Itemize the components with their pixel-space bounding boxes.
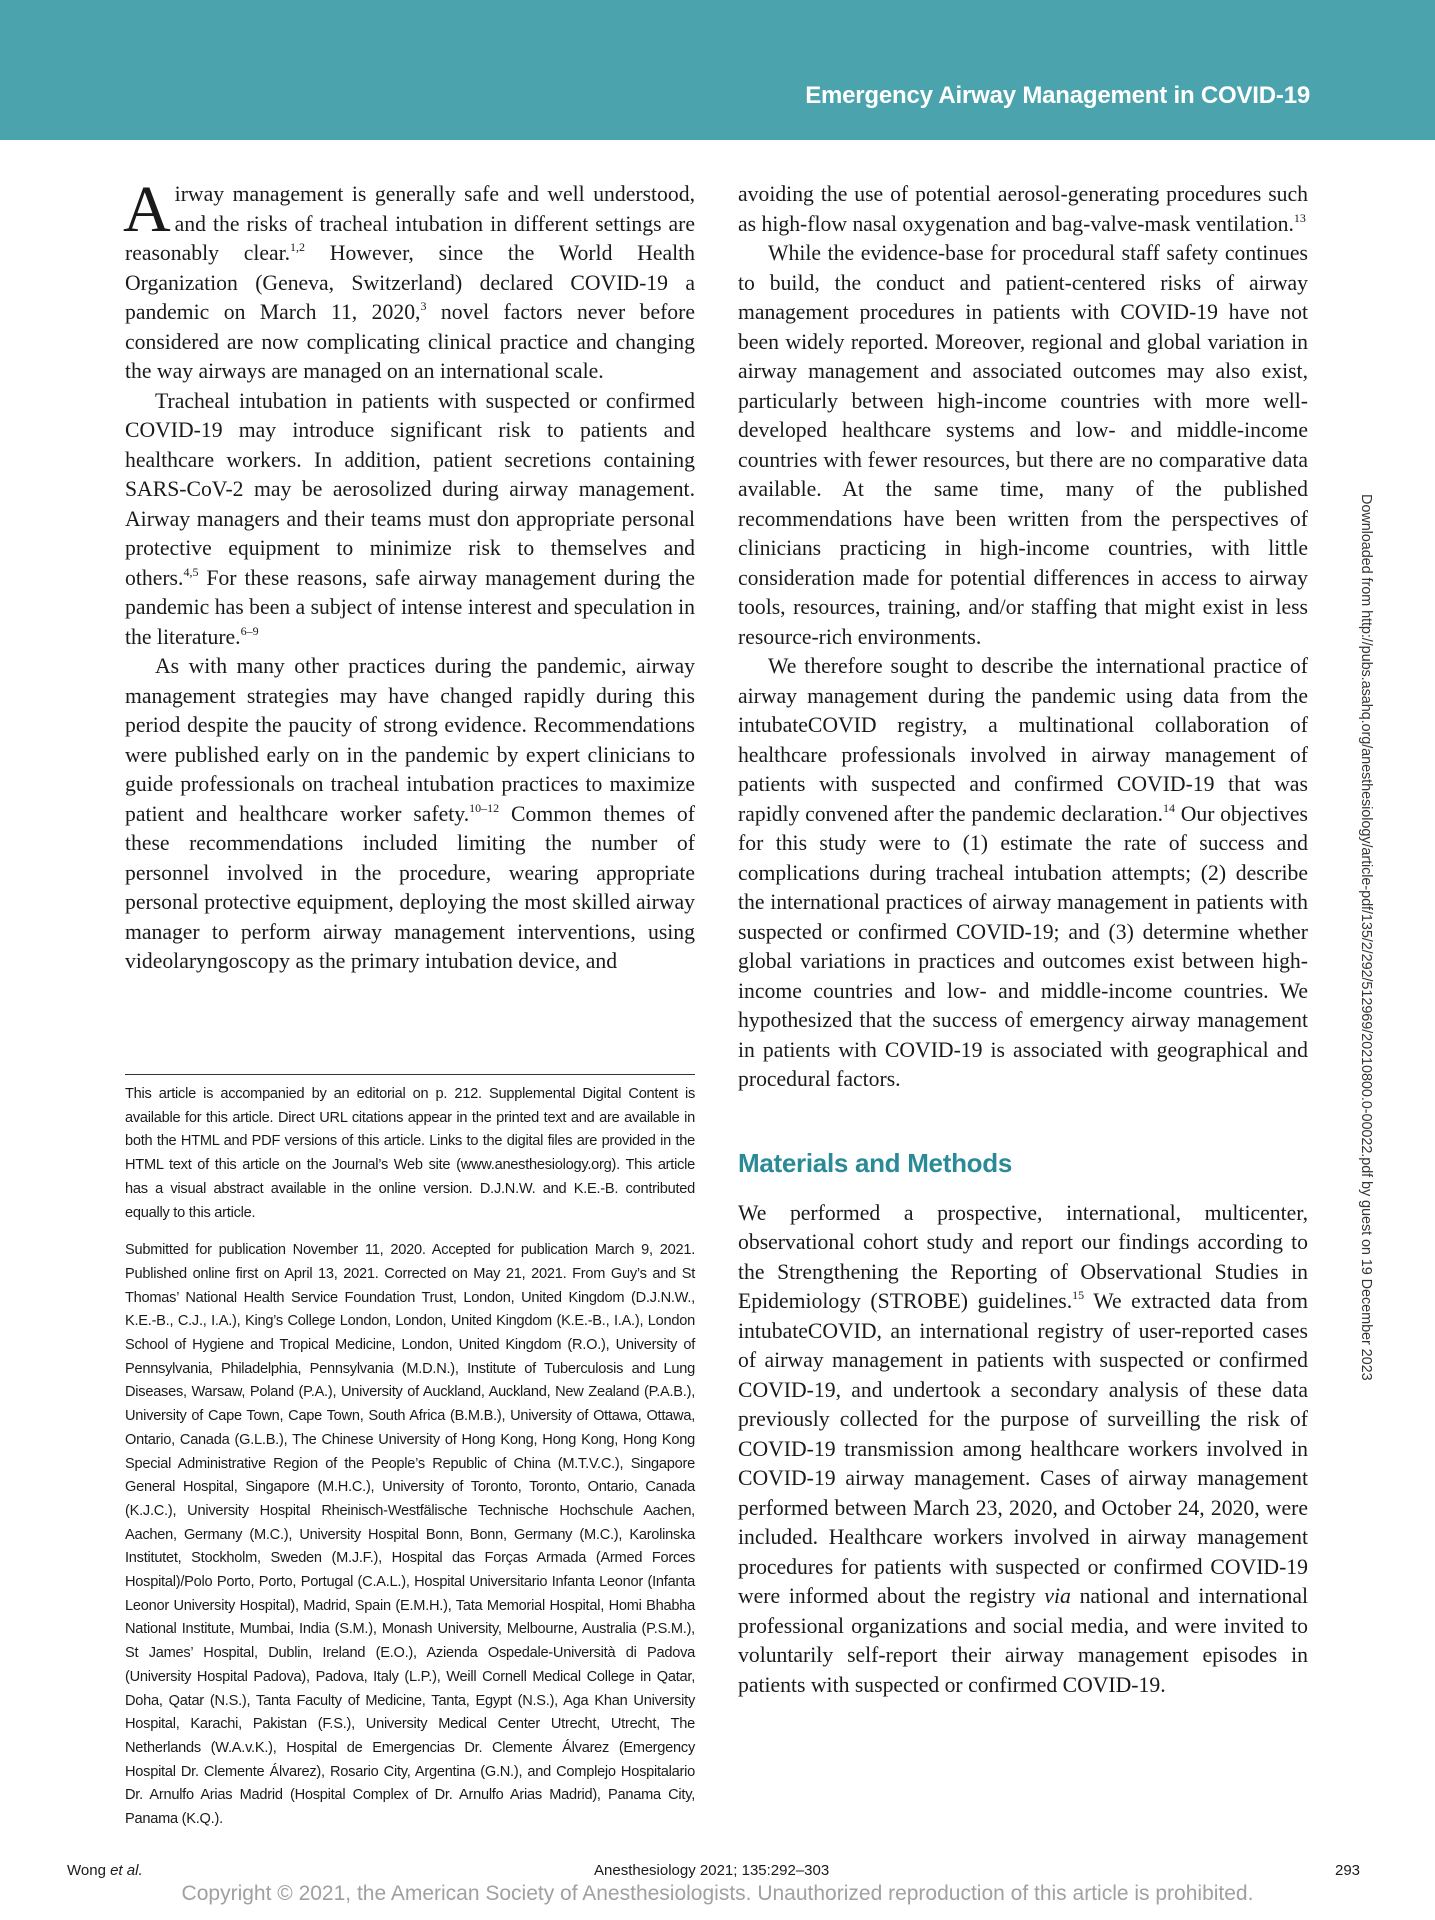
citation-ref: 1,2 bbox=[290, 240, 306, 254]
paragraph: We therefore sought to describe the international practice of airway management during the pandemic using data from the intubateCOVID registry, a multinational collaboration of healthcare professionals involved in airway management of patients with suspected and confirmed COVID-19 that was rapidly convened after the pandemic declaration.$^{14}$ Our objectives for this study were to (1) estimate the rate of success and complications during tracheal intubation attempts; (2) describe the international practices of airway management in patients with suspected or confirmed COVID-19; and (3) determine whether global variations in practices and outcomes exist between high-income countries and low- and middle-income countries. We hypothesized that the success of emergency airway management in patients with COVID-19 is associated with geographical and procedural factors. bbox=[738, 654, 1308, 1091]
paragraph: As with many other practices during the pandemic, airway management strategies may have changed rapidly during this period despite the paucity of strong evidence. Recommendations were published early on in the pandemic by expert clinicians to guide professionals on tracheal intubation practices to maximize patient and healthcare worker safety.$^{10-12}$ Common themes of these recommendations included limiting the number of personnel involved in the procedure, wearing appropriate personal protective equipment, deploying the most skilled airway manager to perform airway management interventions, using videolaryngoscopy as the primary intubation device, and bbox=[125, 654, 695, 973]
paragraph: Airway management is generally safe and well understood, and the risks of tracheal intubation in different settings are reasonably clear.$^{1,2}$ However, since the World Health Organization (Geneva, Switzerland) declared COVID-19 a pandemic on March 11, 2020,$^3$ novel factors never before considered are now complicating clinical practice and changing the way airways are managed on an international scale. bbox=[123, 173, 695, 383]
citation-ref: 14 bbox=[1163, 800, 1176, 815]
drop-cap: A bbox=[123, 173, 171, 246]
header-band bbox=[0, 0, 1435, 140]
running-title: Emergency Airway Management in COVID-19 bbox=[805, 82, 1310, 109]
citation-ref: 15 bbox=[1072, 1288, 1085, 1302]
paragraph: We performed a prospective, international, multicenter, observational cohort study and report our findings according to the Strengthening the Reporting of Observational Studies in Epidemiology (STROBE) guidelines.$^{15}$ We extracted data from intubateCOVID, an international registry of user-reported cases of airway management in patients with suspected or confirmed COVID-19, and undertook a secondary analysis of these data previously collected for the purpose of surveilling the risk of COVID-19 transmission among healthcare workers involved in COVID-19 airway management. Cases of airway management performed between March 23, 2020, and October 24, 2020, were included. Healthcare workers involved in airway management procedures for patients with suspected or confirmed COVID-19 were informed about the registry via national and international professional organizations and social media, and were invited to voluntarily self-report their airway management episodes in patients with suspected or confirmed COVID-19. bbox=[738, 1200, 1308, 1697]
section-heading: Materials and Methods bbox=[738, 1147, 1012, 1178]
citation-ref: 10–12 bbox=[469, 800, 500, 815]
footnote-affiliations: Submitted for publication November 11, 2020. Accepted for publication March 9, 2021. Published online first on April 13, 2021. Corrected on May 21, 2021. From Guy’s and St Thomas’ National Health Service Foundation Trust, London, United Kingdom (D.J.N.W., K.E.-B., C.J., I.A.), King’s College London, London, United Kingdom (K.E.-B., I.A.), London School of Hygiene and Tropical Medicine, London, United Kingdom (R.O.), University of Pennsylvania, Philadelphia, Pennsylvania (M.D.N.), Institute of Tuberculosis and Lung Diseases, Warsaw, Poland (P.A.), University of Auckland, Auckland, New Zealand (P.A.B.), University of Cape Town, Cape Town, South Africa (B.M.B.), University of Ottawa, Ottawa, Ontario, Canada (G.L.B.), The Chinese University of Hong Kong, Hong Kong, Hong Kong Special Administrative Region of the People’s Republic of China (M.T.V.C.), Singapore General Hospital, Singapore (M.H.C.), University of Toronto, Toronto, Ontario, Canada (K.J.C.), University Hospital Rheinisch-Westfälische Technische Hochschule Aachen, Aachen, Germany (M.C.), University Hospital Bonn, Bonn, Germany (M.C.), Karolinska Institutet, Stockholm, Sweden (M.J.F.), Hospital das Forças Armada (Armed Forces Hospital)/Polo Porto, Porto, Portugal (C.A.L.), Hospital Universitario Infanta Leonor (Infanta Leonor University Hospital), Madrid, Spain (E.M.H.), Tata Memorial Hospital, Homi Bhabha National Institute, Mumbai, India (S.M.), Monash University, Melbourne, Australia (P.S.M.), St James’ Hospital, Dublin, Ireland (E.O.), Azienda Ospedale-Università di Padova (University Hospital Padova), Padova, Italy (L.P.), Weill Cornell Medical College in Qatar, Doha, Qatar (N.S.), Tanta Faculty of Medicine, Tanta, Egypt (N.S.), Aga Khan University Hospital, Karachi, Pakistan (F.S.), University Medical Center Utrecht, Utrecht, The Netherlands (W.A.v.K.), Hospital de Emergencias Dr. Clemente Álvarez (Emergency Hospital Dr. Clemente Álvarez), Rosario City, Argentina (G.N.), and Complejo Hospitalario Dr. Arnulfo Arias Madrid (Hospital Complex of Dr. Arnulfo Arias Madrid), Panama City, Panama (K.Q.). bbox=[125, 1242, 695, 1828]
footer-journal: Anesthesiology 2021; 135:292–303 bbox=[594, 1862, 830, 1879]
page-number: 293 bbox=[1335, 1862, 1361, 1879]
citation-ref: 13 bbox=[1293, 210, 1306, 225]
footnotes bbox=[125, 1074, 695, 1832]
citation-ref: 3 bbox=[420, 299, 427, 313]
citation-ref: 4,5 bbox=[183, 564, 199, 579]
paragraph: Tracheal intubation in patients with suspected or confirmed COVID-19 may introduce significant risk to patients and healthcare workers. In addition, patient secretions containing SARS-CoV-2 may be aerosolized during airway management. Airway managers and their teams must don appropriate personal protective equipment to minimize risk to themselves and others.$^{4,5}$ For these reasons, safe airway management during the pandemic has been a subject of intense interest and speculation in the literature.$^{6-9}$ bbox=[125, 388, 695, 649]
footer-author: Wong et al. bbox=[67, 1862, 143, 1879]
copyright-notice: Copyright © 2021, the American Society of Anesthesiologists. Unauthorized reproduction of this article is prohibited. bbox=[181, 1882, 1254, 1905]
paragraph: avoiding the use of potential aerosol-generating procedures such as high-flow nasal oxygenation and bag-valve-mask ventilation.$^{13}$ bbox=[738, 182, 1308, 236]
paragraph: While the evidence-base for procedural staff safety continues to build, the conduct and patient-centered risks of airway management procedures in patients with COVID-19 have not been widely reported. Moreover, regional and global variation in airway management and associated outcomes may also exist, particularly between high-income countries with more well-developed healthcare systems and low- and middle-income countries with fewer resources, but there are no comparative data available. At the same time, many of the published recommendations have been written from the perspectives of clinicians practicing in high-income countries, with little consideration made for potential differences in access to airway tools, resources, training, and/or staffing that might exist in less resource-rich environments. bbox=[738, 241, 1308, 649]
footnote-editorial: This article is accompanied by an editorial on p. 212. Supplemental Digital Content is available for this article. Direct URL citations appear in the printed text and are available in both the HTML and PDF versions of this article. Links to the digital files are provided in the HTML text of this article on the Journal’s Web site (www.anesthesiology.org). This article has a visual abstract available in the online version. D.J.N.W. and K.E.-B. contributed equally to this article. bbox=[125, 1086, 695, 1221]
left-column bbox=[123, 173, 695, 977]
citation-ref: 6–9 bbox=[240, 623, 259, 638]
right-column bbox=[738, 180, 1308, 1700]
download-watermark: Downloaded from http://pubs.asahq.org/anesthesiology/article-pdf/135/2/292/512969/20210800.0-00022.pdf by guest on 19 December 2023 bbox=[1358, 494, 1374, 1381]
